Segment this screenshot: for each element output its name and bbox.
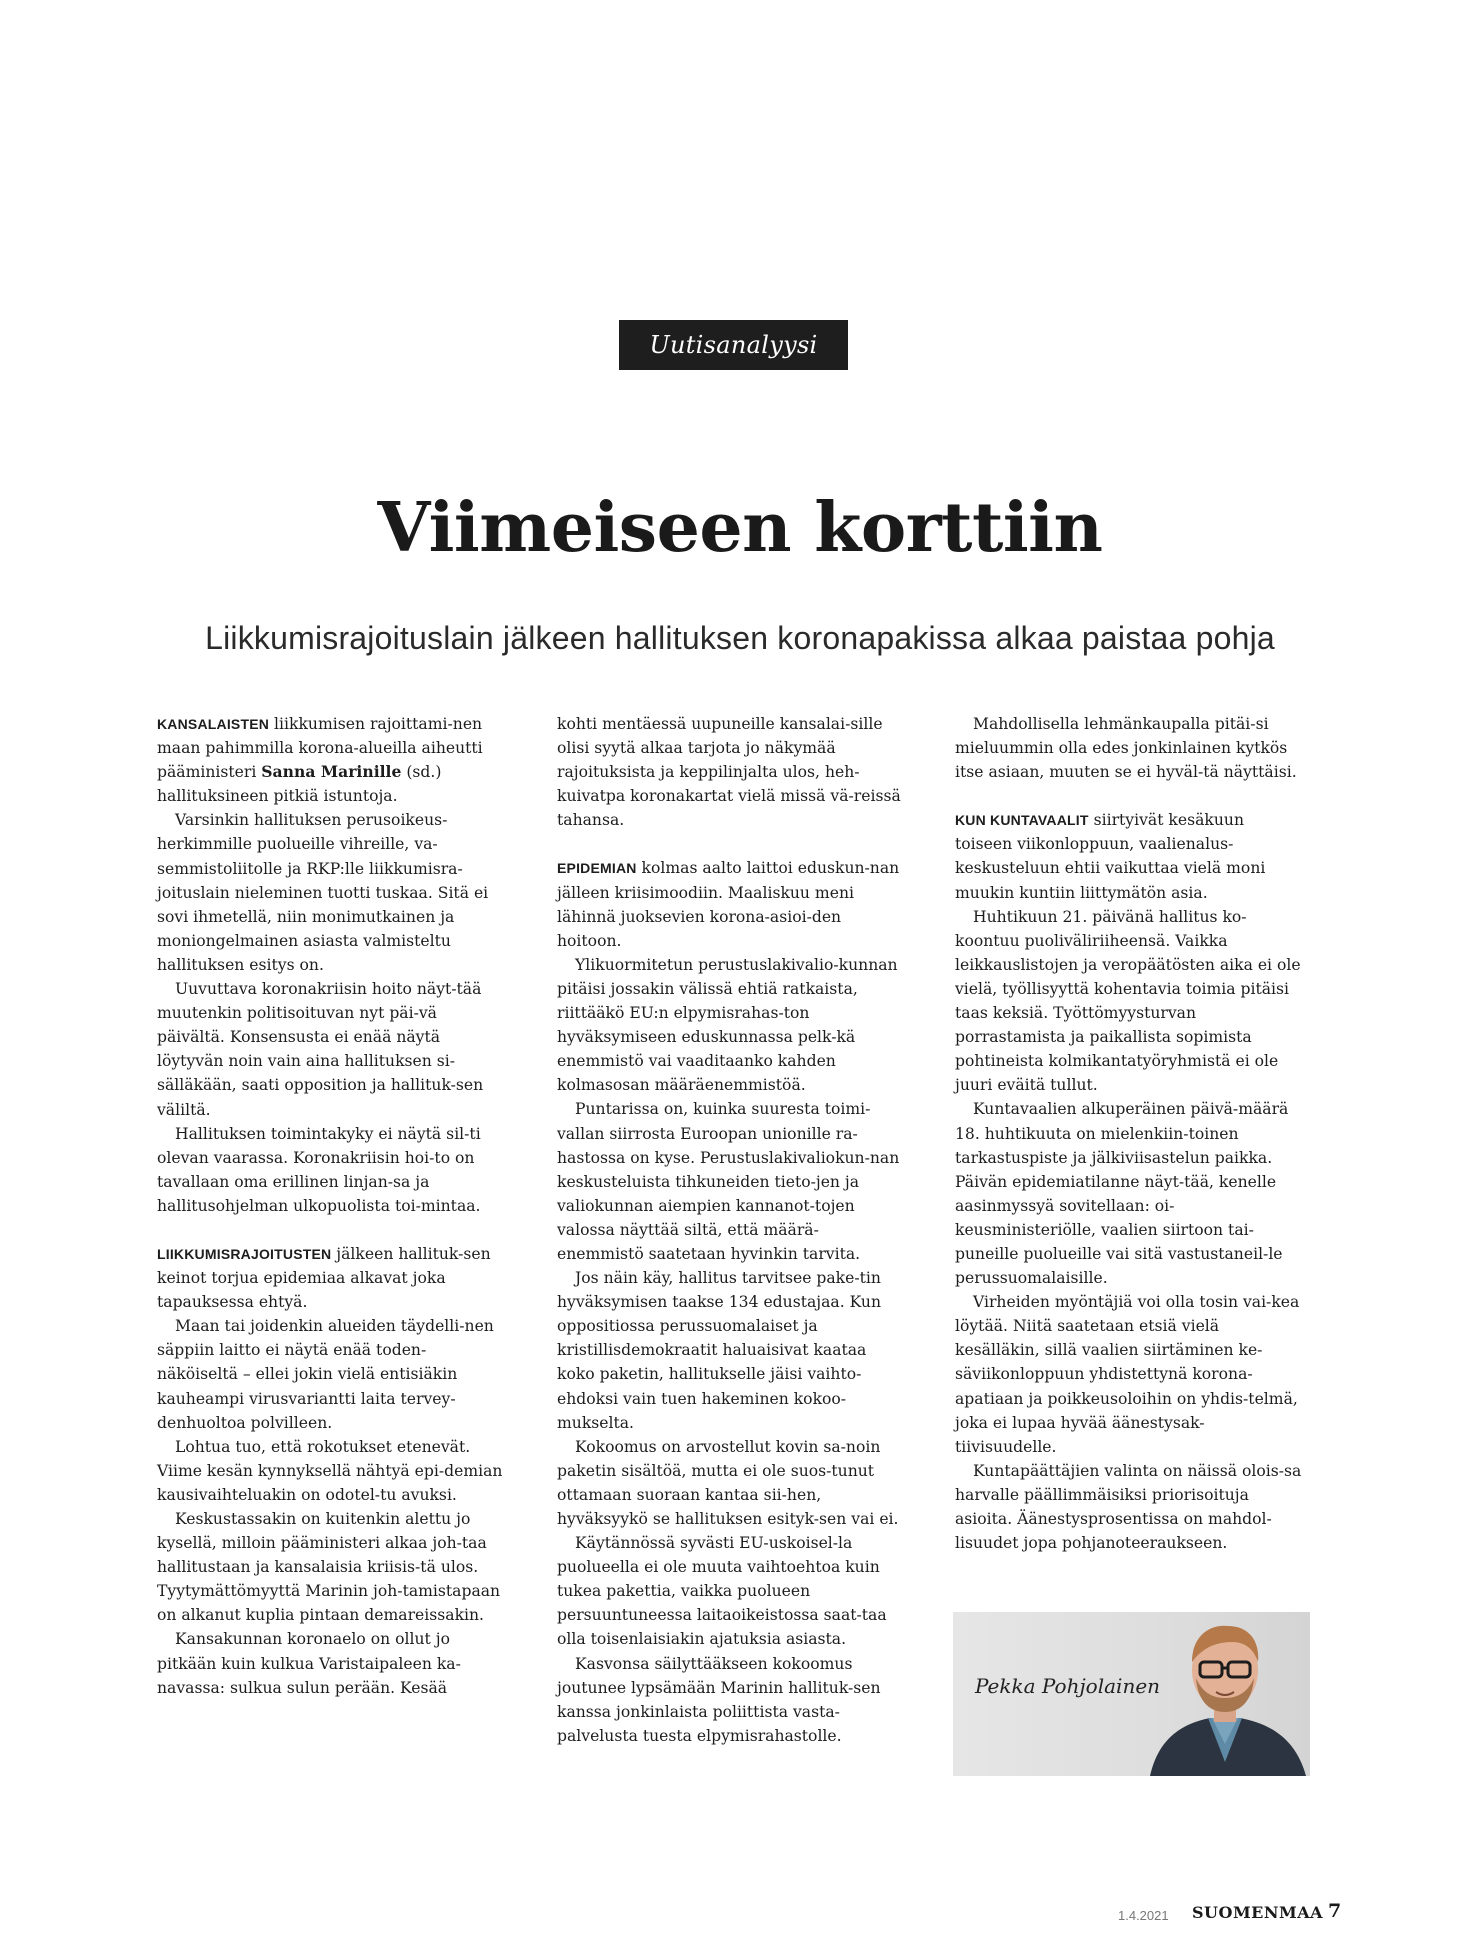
article-headline: Viimeiseen korttiin	[377, 488, 1103, 568]
section-kicker: Uutisanalyysi	[619, 320, 848, 370]
paragraph-text: jälkeen hallituk-sen keinot torjua epidemiaa alkavat joka tapauksessa ehtyä.	[157, 1244, 491, 1312]
lead-word: KUN KUNTAVAALIT	[955, 812, 1089, 829]
publication-name: SUOMENMAA	[1192, 1903, 1324, 1922]
paragraph: Lohtua tuo, että rokotukset etenevät. Viime kesän kynnyksellä nähtyä epi-demian kausivaihteluakin on odotel-tu avuksi.	[157, 1437, 503, 1504]
paragraph: Mahdollisella lehmänkaupalla pitäi-si mieluummin olla edes jonkinlainen kytkös itse asiaan, muuten se ei hyväl-tä näyttäisi.	[955, 715, 1297, 782]
paragraph: Huhtikuun 21. päivänä hallitus ko-koontuu puoliväliriiheensä. Vaikka leikkauslistojen ja veropäätösten aika ei ole vielä, työllisyyttä kohentavia toimia pitäisi taas keksiä. Työttömyysturvan porrastamista ja paikallista sopimista pohtineista kolmikantatyöryhmistä ei ole juuri eväitä tullut.	[955, 907, 1301, 1095]
issue-date: 1.4.2021	[1118, 1908, 1169, 1923]
paragraph: Puntarissa on, kuinka suuresta toimi-vallan siirrosta Euroopan unionille ra-hastossa on kyse. Perustuslakivaliokun-nan keskusteluista tihkuneiden tieto-jen ja valiokunnan aiempien kannanot-tojen valossa näyttää siltä, että määrä-enemmistö saatetaan hyvinkin tarvita.	[557, 1100, 900, 1263]
paragraph: Varsinkin hallituksen perusoikeus-herkimmille puolueille vihreille, va-semmistoliitolle ja RKP:lle liikkumisra-joituslain nieleminen tuotti tuskaa. Sitä ei sovi ihmetellä, niin monimutkainen ja moniongelmainen asiasta valmisteltu hallituksen esitys on.	[157, 811, 489, 974]
paragraph: Hallituksen toimintakyky ei näytä sil-ti olevan vaarassa. Koronakriisin hoi-to on tavallaan oma erillinen linjan-sa ja hallitusohjelman ulkopuolista toi-mintaa.	[157, 1124, 481, 1215]
paragraph	[557, 856, 905, 952]
paragraph: Jos näin käy, hallitus tarvitsee pake-tin hyväksymisen taakse 134 edustajaa. Kun oppositiossa perussuomalaiset ja kristillisdemokraatit haluaisivat kaataa koko paketin, hallitukselle jäisi vaihto-ehdoksi vain tuen hakeminen kokoo-mukselta.	[557, 1269, 881, 1432]
paragraph-text: siirtyivät kesäkuun toiseen viikonloppuun, vaalienalus-keskusteluun ehtii vaikuttaa vielä moni muukin kuntiin liittymätön asia.	[955, 811, 1266, 902]
paragraph: Virheiden myöntäjiä voi olla tosin vai-kea löytää. Niitä saatetaan etsiä vielä kesälläkin, sillä vaalien siirtäminen ke-säviikonloppuun yhdistettynä korona-apatiaan ja poikkeusoloihin on yhdis-telmä, joka ei lupaa hyvää äänestysak-tiivisuudelle.	[955, 1293, 1300, 1456]
lead-word: LIIKKUMISRAJOITUSTEN	[157, 1245, 332, 1262]
author-name: Pekka Pohjolainen	[975, 1674, 1161, 1698]
article-column-2	[557, 712, 905, 1748]
paragraph	[157, 712, 505, 808]
paragraph: Ylikuormitetun perustuslakivalio-kunnan pitäisi jossakin välissä ehtiä ratkaista, riittääkö EU:n elpymisrahas-ton hyväksymiseen eduskunnassa pelk-kä enemmistö vai vaaditaanko kahden kolmasosan määräenemmistöä.	[557, 955, 898, 1095]
paragraph-text: liikkumisen rajoittami-nen maan pahimmilla korona-alueilla aiheutti pääministeri	[157, 715, 483, 782]
paragraph: Uuvuttava koronakriisin hoito näyt-tää muutenkin politisoituvan nyt päi-vä päivältä. Konsensusta ei enää näytä löytyvän noin vain aina hallituksen si-sälläkään, saati opposition ja hallituk-sen väliltä.	[157, 980, 484, 1119]
article-subheadline: Liikkumisrajoituslain jälkeen hallituksen koronapakissa alkaa paistaa pohja	[205, 620, 1275, 656]
article-column-1	[157, 712, 505, 1700]
paragraph: Kuntavaalien alkuperäinen päivä-määrä 18. huhtikuuta on mielenkiin-toinen tarkastuspiste ja jälkiviisastelun paikka. Päivän epidemiatilanne näyt-tää, kenelle aasinmyssyä sovitellaan: oi-keusministeriölle, vaalien siirtoon tai-puneille puolueille vai sitä vastustaneil-le perussuomalaisille.	[955, 1100, 1289, 1288]
paragraph: Kansakunnan koronaelo on ollut jo pitkään kuin kulkua Varistaipaleen ka-navassa: sulkua sulun perään. Kesää	[157, 1630, 461, 1697]
paragraph: Käytännössä syvästi EU-uskoisel-la puolueella ei ole muuta vaihtoehtoa kuin tukea pakettia, vaikka puolueen persuuntuneessa laitaoikeistossa saat-taa olla toisenlaisiakin ajatuksia asiasta.	[557, 1534, 887, 1649]
paragraph: Keskustassakin on kuitenkin alettu jo kysellä, milloin pääministeri alkaa joh-taa hallitustaan ja kansalaisia kriisis-tä ulos. Tyytymättömyyttä Marinin joh-tamistapaan on alkanut kuplia pintaan demareissakin.	[157, 1510, 501, 1625]
paragraph	[955, 808, 1303, 904]
paragraph: kohti mentäessä uupuneille kansalai-sille olisi syytä alkaa tarjota jo näkymää rajoituksista ja keppilinjalta ulos, heh-kuivatpa koronakartat vielä missä vä-reissä tahansa.	[557, 715, 901, 830]
paragraph	[157, 1242, 505, 1314]
author-portrait-icon	[1140, 1612, 1310, 1776]
lead-word: EPIDEMIAN	[557, 860, 637, 877]
paragraph: Kuntapäättäjien valinta on näissä olois-sa harvalle päällimmäisiksi priorisoituja asioita. Äänestysprosentissa on mahdol-lisuudet jopa pohjanoteeraukseen.	[955, 1461, 1302, 1553]
paragraph: Kokoomus on arvostellut kovin sa-noin paketin sisältöä, mutta ei ole suos-tunut ottamaan suoraan kantaa sii-hen, hyväksyykö se hallituksen esityk-sen vai ei.	[557, 1437, 899, 1528]
person-name: Sanna Marinille	[261, 762, 402, 782]
paragraph-text: (sd.) hallituksineen pitkiä istuntoja.	[157, 763, 442, 806]
author-box	[953, 1612, 1310, 1776]
paragraph-text: kolmas aalto laittoi eduskun-nan jälleen kriisimoodiin. Maaliskuu meni lähinnä juoksevien korona-asioi-den hoitoon.	[557, 859, 900, 950]
page-number: 7	[1328, 1900, 1342, 1922]
lead-word: KANSALAISTEN	[157, 716, 270, 732]
article-column-3	[955, 712, 1303, 1555]
paragraph: Kasvonsa säilyttääkseen kokoomus joutunee lypsämään Marinin hallituk-sen kanssa jonkinlaista poliittista vasta-palvelusta tuesta elpymisrahastolle.	[557, 1654, 881, 1745]
paragraph: Maan tai joidenkin alueiden täydelli-nen säppiin laitto ei näytä enää toden-näköiseltä – ellei jokin vielä entisiäkin kauheampi virusvariantti laita tervey-denhuoltoa polvilleen.	[157, 1317, 494, 1432]
